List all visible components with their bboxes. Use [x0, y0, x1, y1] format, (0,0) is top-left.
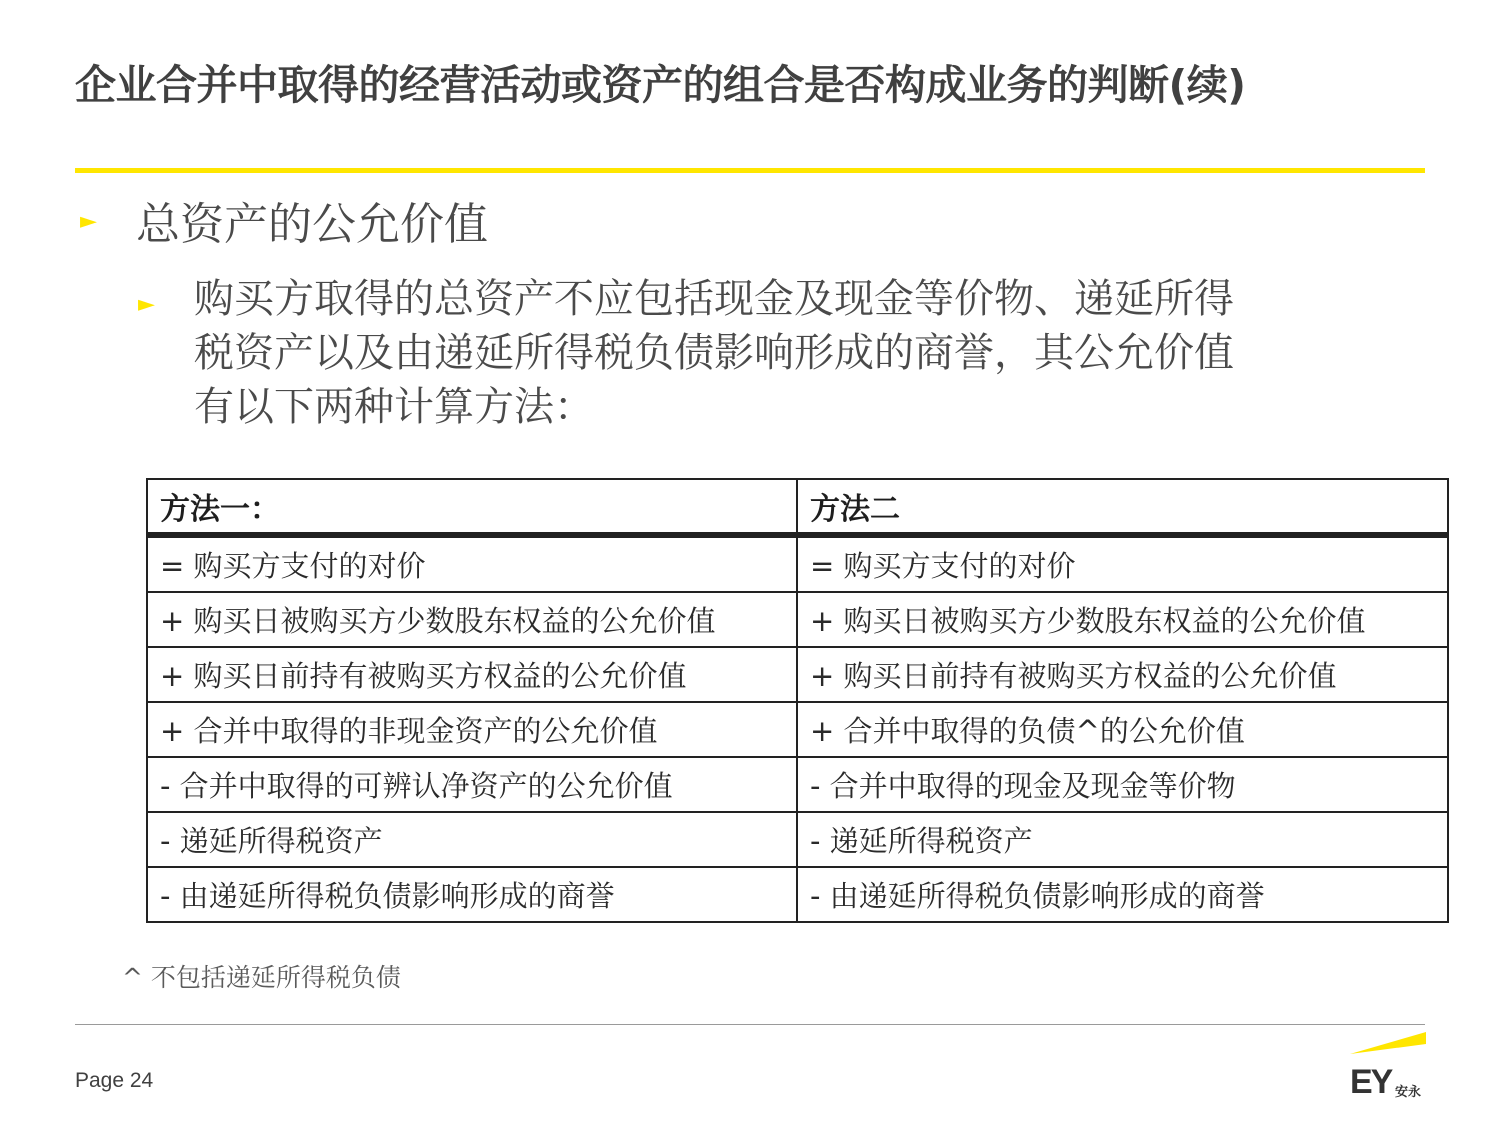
table-cell: = 购买方支付的对价 [147, 535, 797, 592]
methods-table [146, 478, 1449, 923]
table-cell: - 递延所得税资产 [147, 812, 797, 867]
table-row [147, 812, 1448, 867]
table-cell: + 购买日前持有被购买方权益的公允价值 [147, 647, 797, 702]
table-cell: + 合并中取得的负债^的公允价值 [797, 702, 1448, 757]
table-cell: + 购买日被购买方少数股东权益的公允价值 [797, 592, 1448, 647]
table-row [147, 867, 1448, 922]
bullet-arrow-icon: ► [80, 209, 97, 234]
page-number: Page 24 [75, 1069, 154, 1092]
bullet-level2-line: 有以下两种计算方法： [194, 384, 594, 430]
title-divider [75, 168, 1425, 173]
bullet-level1-text: 总资产的公允价值 [136, 199, 488, 250]
table-cell: - 由递延所得税负债影响形成的商誉 [147, 867, 797, 922]
logo-text: EY [1350, 1063, 1392, 1101]
table-cell: + 购买日被购买方少数股东权益的公允价值 [147, 592, 797, 647]
bullet-arrow-icon: ► [138, 292, 155, 317]
table-row [147, 757, 1448, 812]
header-method-2: 方法二 [797, 479, 1448, 535]
header-method-1: 方法一： [147, 479, 797, 535]
table-cell: + 合并中取得的非现金资产的公允价值 [147, 702, 797, 757]
table-cell: - 递延所得税资产 [797, 812, 1448, 867]
bullet-level2-line: 购买方取得的总资产不应包括现金及现金等价物、递延所得 [194, 276, 1234, 322]
bullet-level2-line: 税资产以及由递延所得税负债影响形成的商誉，其公允价值 [194, 330, 1234, 376]
logo-subtext: 安永 [1395, 1085, 1422, 1100]
table-row [147, 702, 1448, 757]
table-cell: - 合并中取得的现金及现金等价物 [797, 757, 1448, 812]
table-cell: - 由递延所得税负债影响形成的商誉 [797, 867, 1448, 922]
table-row [147, 592, 1448, 647]
page-title: 企业合并中取得的经营活动或资产的组合是否构成业务的判断(续) [75, 61, 1246, 109]
table-cell: + 购买日前持有被购买方权益的公允价值 [797, 647, 1448, 702]
table-row [147, 647, 1448, 702]
footnote: ^ 不包括递延所得税负债 [122, 963, 401, 992]
table-cell: = 购买方支付的对价 [797, 535, 1448, 592]
footer-divider [75, 1024, 1425, 1025]
table-cell: - 合并中取得的可辨认净资产的公允价值 [147, 757, 797, 812]
table-header-row [147, 479, 1448, 535]
table-row [147, 535, 1448, 592]
bullet-level2-text [194, 272, 1429, 434]
